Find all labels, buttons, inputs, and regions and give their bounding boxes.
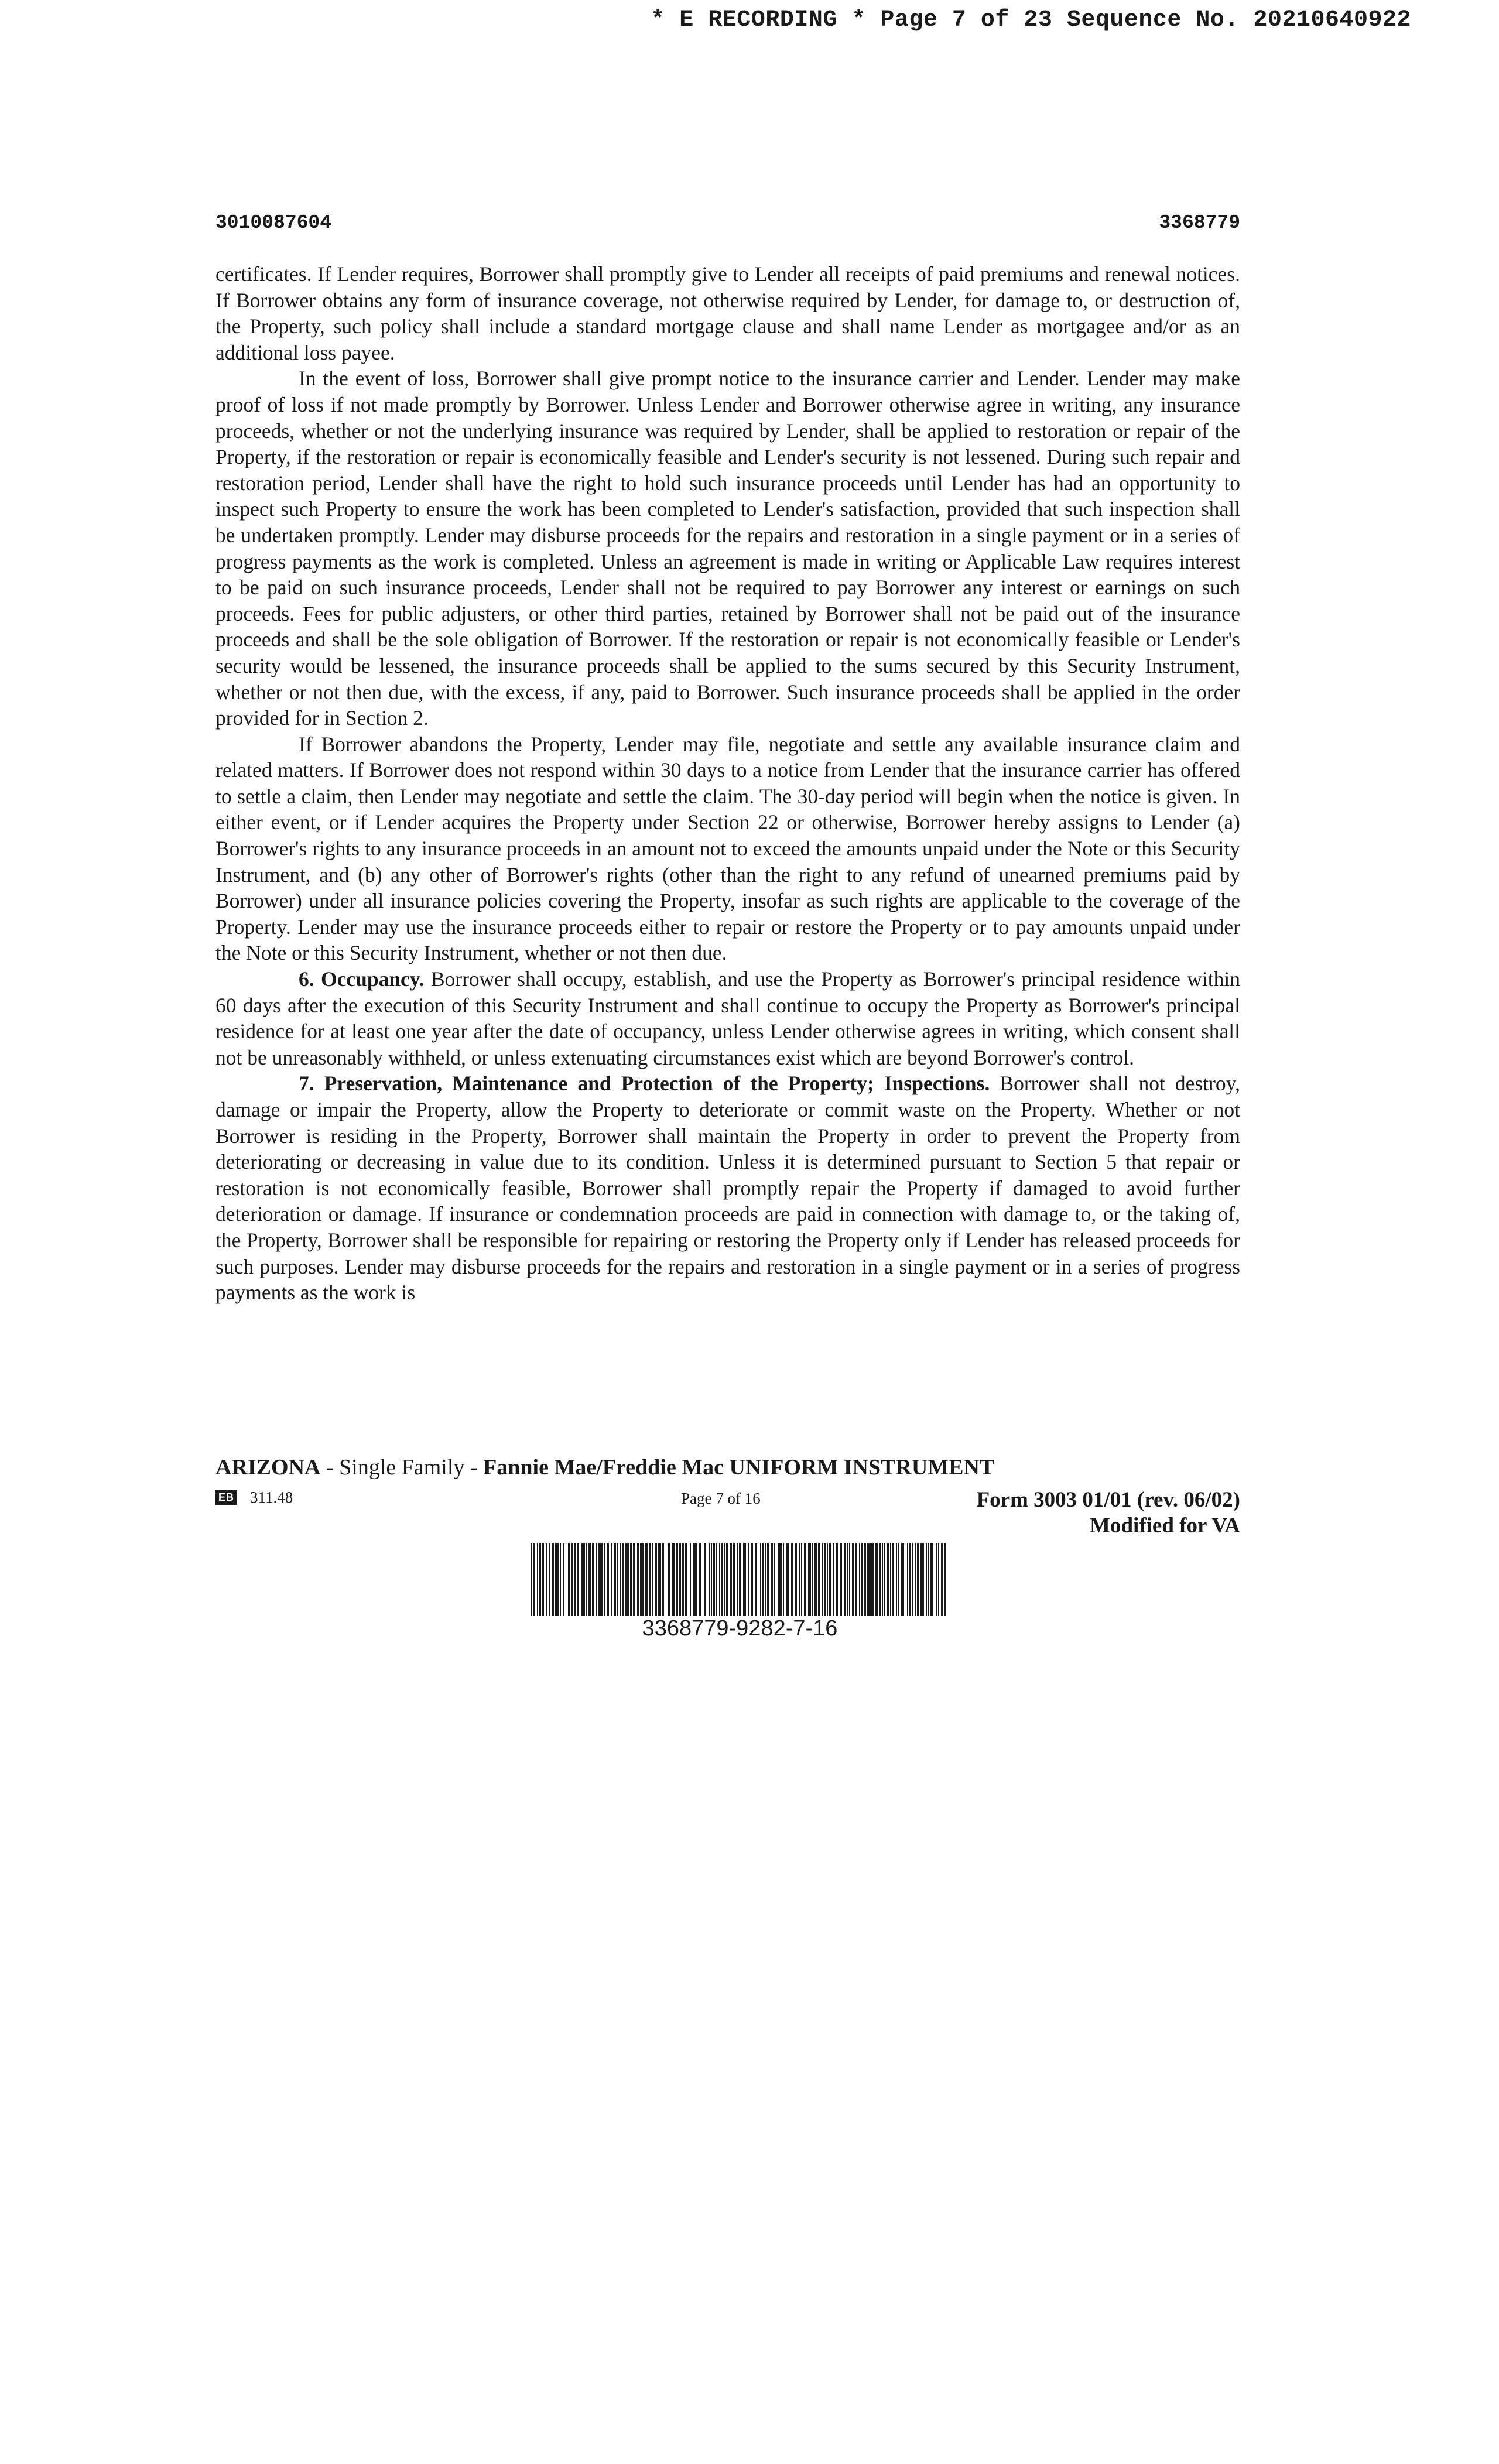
section-6-occupancy [215, 966, 1240, 1070]
section-6-heading: 6. Occupancy. [299, 967, 425, 991]
doc-number: 3368779 [1159, 212, 1240, 234]
recording-banner: * E RECORDING * Page 7 of 23 Sequence No. 20210640922 [651, 7, 1411, 33]
footer-state: ARIZONA [215, 1455, 321, 1480]
barcode-icon [531, 1543, 949, 1616]
form-number: Form 3003 01/01 (rev. 06/02) [976, 1488, 1240, 1512]
publisher-logo-icon: EB [215, 1490, 237, 1505]
document-number-header [215, 212, 1240, 234]
form-code-number: 311.48 [250, 1488, 293, 1506]
footer-row [215, 1487, 1240, 1511]
section-7-text: Borrower shall not destroy, damage or impair the Property, allow the Property to deteriorate or commit waste on the Property. Whether or not Borrower is residing in the Property, Borrower shall maintain the Property in order to prevent the Property from deteriorating or decreasing in value due to its condition. Unless it is determined pursuant to Section 5 that repair or restoration is not economically feasible, Borrower shall promptly repair the Property if damaged to avoid further deterioration or damage. If insurance or condemnation proceeds are paid in connection with damage to, or the taking of, the Property, Borrower shall be responsible for repairing or restoring the Property only if Lender has released proceeds for such purposes. Lender may disburse proceeds for the repairs and restoration in a single payment or in a series of progress payments as the work is [215, 1072, 1240, 1305]
page-number: Page 7 of 16 [681, 1490, 761, 1507]
section-7-preservation [215, 1070, 1240, 1305]
footer-instrument: Fannie Mae/Freddie Mac UNIFORM INSTRUMENT [483, 1455, 995, 1480]
section-6-text: Borrower shall occupy, establish, and use the Property as Borrower's principal residence within 60 days after the execution of this Security Instrument and shall continue to occupy the Property as Borrower's principal residence for at least one year after the date of occupancy, unless Lender otherwise agrees in writing, which consent shall not be unreasonably withheld, or unless extenuating circumstances exist which are beyond Borrower's control. [215, 967, 1240, 1069]
loan-number: 3010087604 [215, 212, 332, 234]
footer-separator: - Single Family - [320, 1455, 484, 1480]
barcode-caption: 3368779-9282-7-16 [642, 1616, 838, 1641]
paragraph-abandonment: If Borrower abandons the Property, Lender may file, negotiate and settle any available insurance claim and related matters. If Borrower does not respond within 30 days to a notice from Lender that the insurance carrier has offered to settle a claim, then Lender may negotiate and settle the claim. The 30-day period will begin when the notice is given. In either event, or if Lender acquires the Property under Section 22 or otherwise, Borrower hereby assigns to Lender (a) Borrower's rights to any insurance proceeds in an amount not to exceed the amounts unpaid under the Note or this Security Instrument, and (b) any other of Borrower's rights (other than the right to any refund of unearned premiums paid by Borrower) under all insurance policies covering the Property, insofar as such rights are applicable to the coverage of the Property. Lender may use the insurance proceeds either to repair or restore the Property or to pay amounts unpaid under the Note or this Security Instrument, whether or not then due. [215, 732, 1240, 965]
section-7-heading: 7. Preservation, Maintenance and Protection of the Property; Inspections. [299, 1072, 990, 1096]
document-body [215, 261, 1240, 1306]
paragraph-certificates: certificates. If Lender requires, Borrower shall promptly give to Lender all receipts of paid premiums and renewal notices. If Borrower obtains any form of insurance coverage, not otherwise required by Lender, for damage to, or destruction of, the Property, such policy shall include a standard mortgage clause and shall name Lender as mortgagee and/or as an additional loss payee. [215, 262, 1240, 364]
form-code [215, 1488, 293, 1507]
footer-title [215, 1455, 994, 1480]
modified-for-label: Modified for VA [1090, 1514, 1240, 1538]
paragraph-event-of-loss: In the event of loss, Borrower shall give prompt notice to the insurance carrier and Lender. Lender may make proof of loss if not made promptly by Borrower. Unless Lender and Borrower otherwise agree in writing, any insurance proceeds, whether or not the underlying insurance was required by Lender, shall be applied to restoration or repair of the Property, if the restoration or repair is economically feasible and Lender's security is not lessened. During such repair and restoration period, Lender shall have the right to hold such insurance proceeds until Lender has had an opportunity to inspect such Property to ensure the work has been completed to Lender's satisfaction, provided that such inspection shall be undertaken promptly. Lender may disburse proceeds for the repairs and restoration in a single payment or in a series of progress payments as the work is completed. Unless an agreement is made in writing or Applicable Law requires interest to be paid on such insurance proceeds, Lender shall not be required to pay Borrower any interest or earnings on such proceeds. Fees for public adjusters, or other third parties, retained by Borrower shall not be paid out of the insurance proceeds and shall be the sole obligation of Borrower. If the restoration or repair is not economically feasible or Lender's security would be lessened, the insurance proceeds shall be applied to the sums secured by this Security Instrument, whether or not then due, with the excess, if any, paid to Borrower. Such insurance proceeds shall be applied in the order provided for in Section 2. [215, 367, 1240, 730]
